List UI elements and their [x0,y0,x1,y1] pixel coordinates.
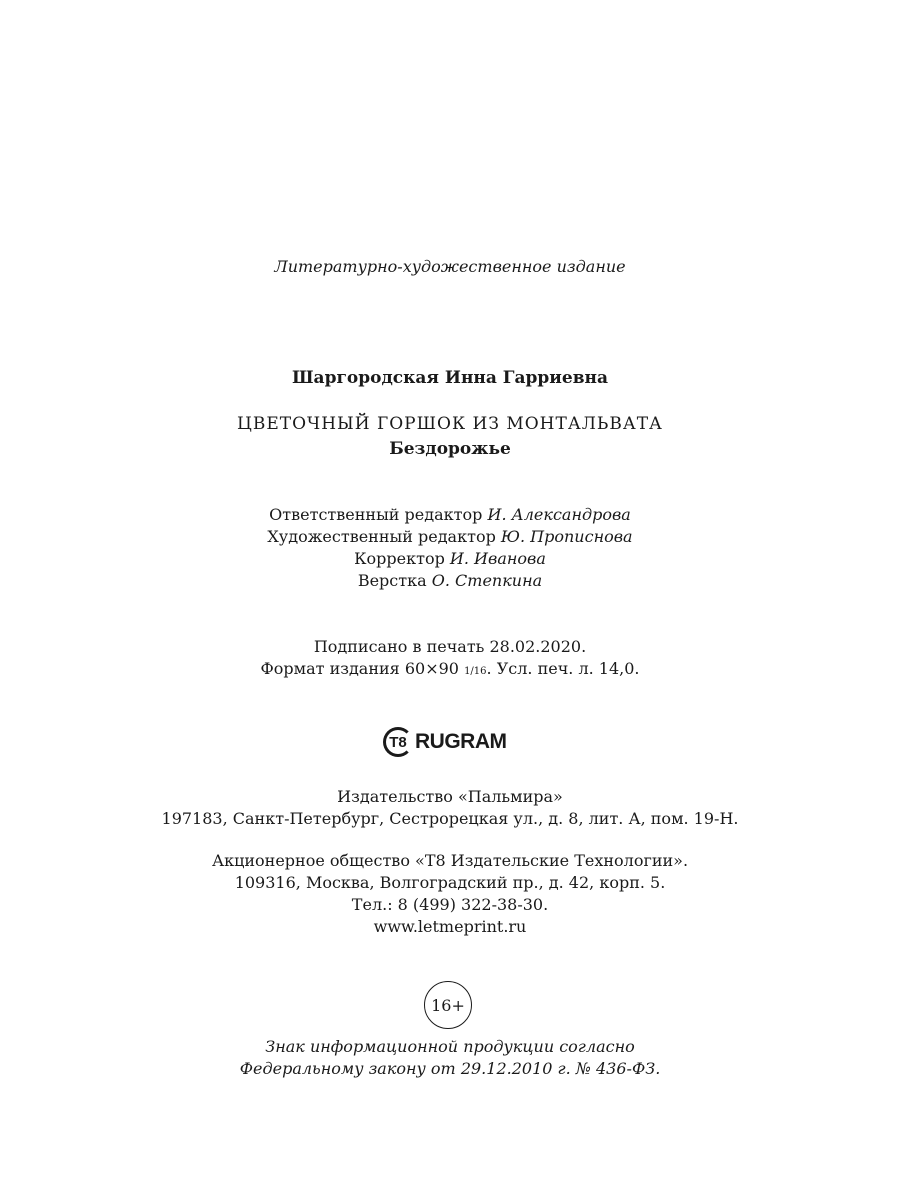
edition-type: Литературно-художественное издание [274,257,626,276]
age-rating-badge: 16+ [424,981,472,1029]
edition-format [0,659,900,678]
t8-rugram-logo [383,724,507,760]
book-title: ЦВЕТОЧНЫЙ ГОРШОК ИЗ МОНТАЛЬВАТА [237,414,663,434]
credit-role: Ответственный редактор [269,505,483,524]
publisher-name: Издательство «Пальмира» [337,787,563,806]
printer-name: Акционерное общество «Т8 Издательские Технологии». [211,851,689,870]
credit-name: И. Иванова [449,549,546,568]
credit-line [0,549,900,568]
signed-to-print: Подписано в печать 28.02.2020. [313,637,587,656]
credit-line [0,505,900,524]
publisher-address: 197183, Санкт-Петербург, Сестрорецкая ул., д. 8, лит. А, пом. 19-Н. [161,809,739,828]
printer-website: www.letmeprint.ru [373,917,527,936]
logo-text: RUGRAM [415,730,507,753]
book-subtitle: Бездорожье [389,439,511,459]
credit-line [0,571,900,590]
logo-mark-icon: T8 [383,727,413,757]
credit-line [0,527,900,546]
printer-phone: Тел.: 8 (499) 322-38-30. [351,895,549,914]
credit-name: И. Александрова [487,505,631,524]
format-prefix: Формат издания 60×90 [260,659,465,678]
credit-name: Ю. Прописнова [500,527,633,546]
format-fraction: 1/16 [464,666,487,677]
credit-role: Художественный редактор [267,527,496,546]
printer-address: 109316, Москва, Волгоградский пр., д. 42, корп. 5. [234,873,666,892]
age-notice-line: Знак информационной продукции согласно [265,1037,635,1056]
author-name: Шаргородская Инна Гарриевна [292,368,608,388]
credit-role: Верстка [357,571,427,590]
age-notice-line: Федеральному закону от 29.12.2010 г. № 436-ФЗ. [239,1059,661,1078]
credit-name: О. Степкина [431,571,543,590]
format-suffix: . Усл. печ. л. 14,0. [486,659,640,678]
credit-role: Корректор [354,549,445,568]
